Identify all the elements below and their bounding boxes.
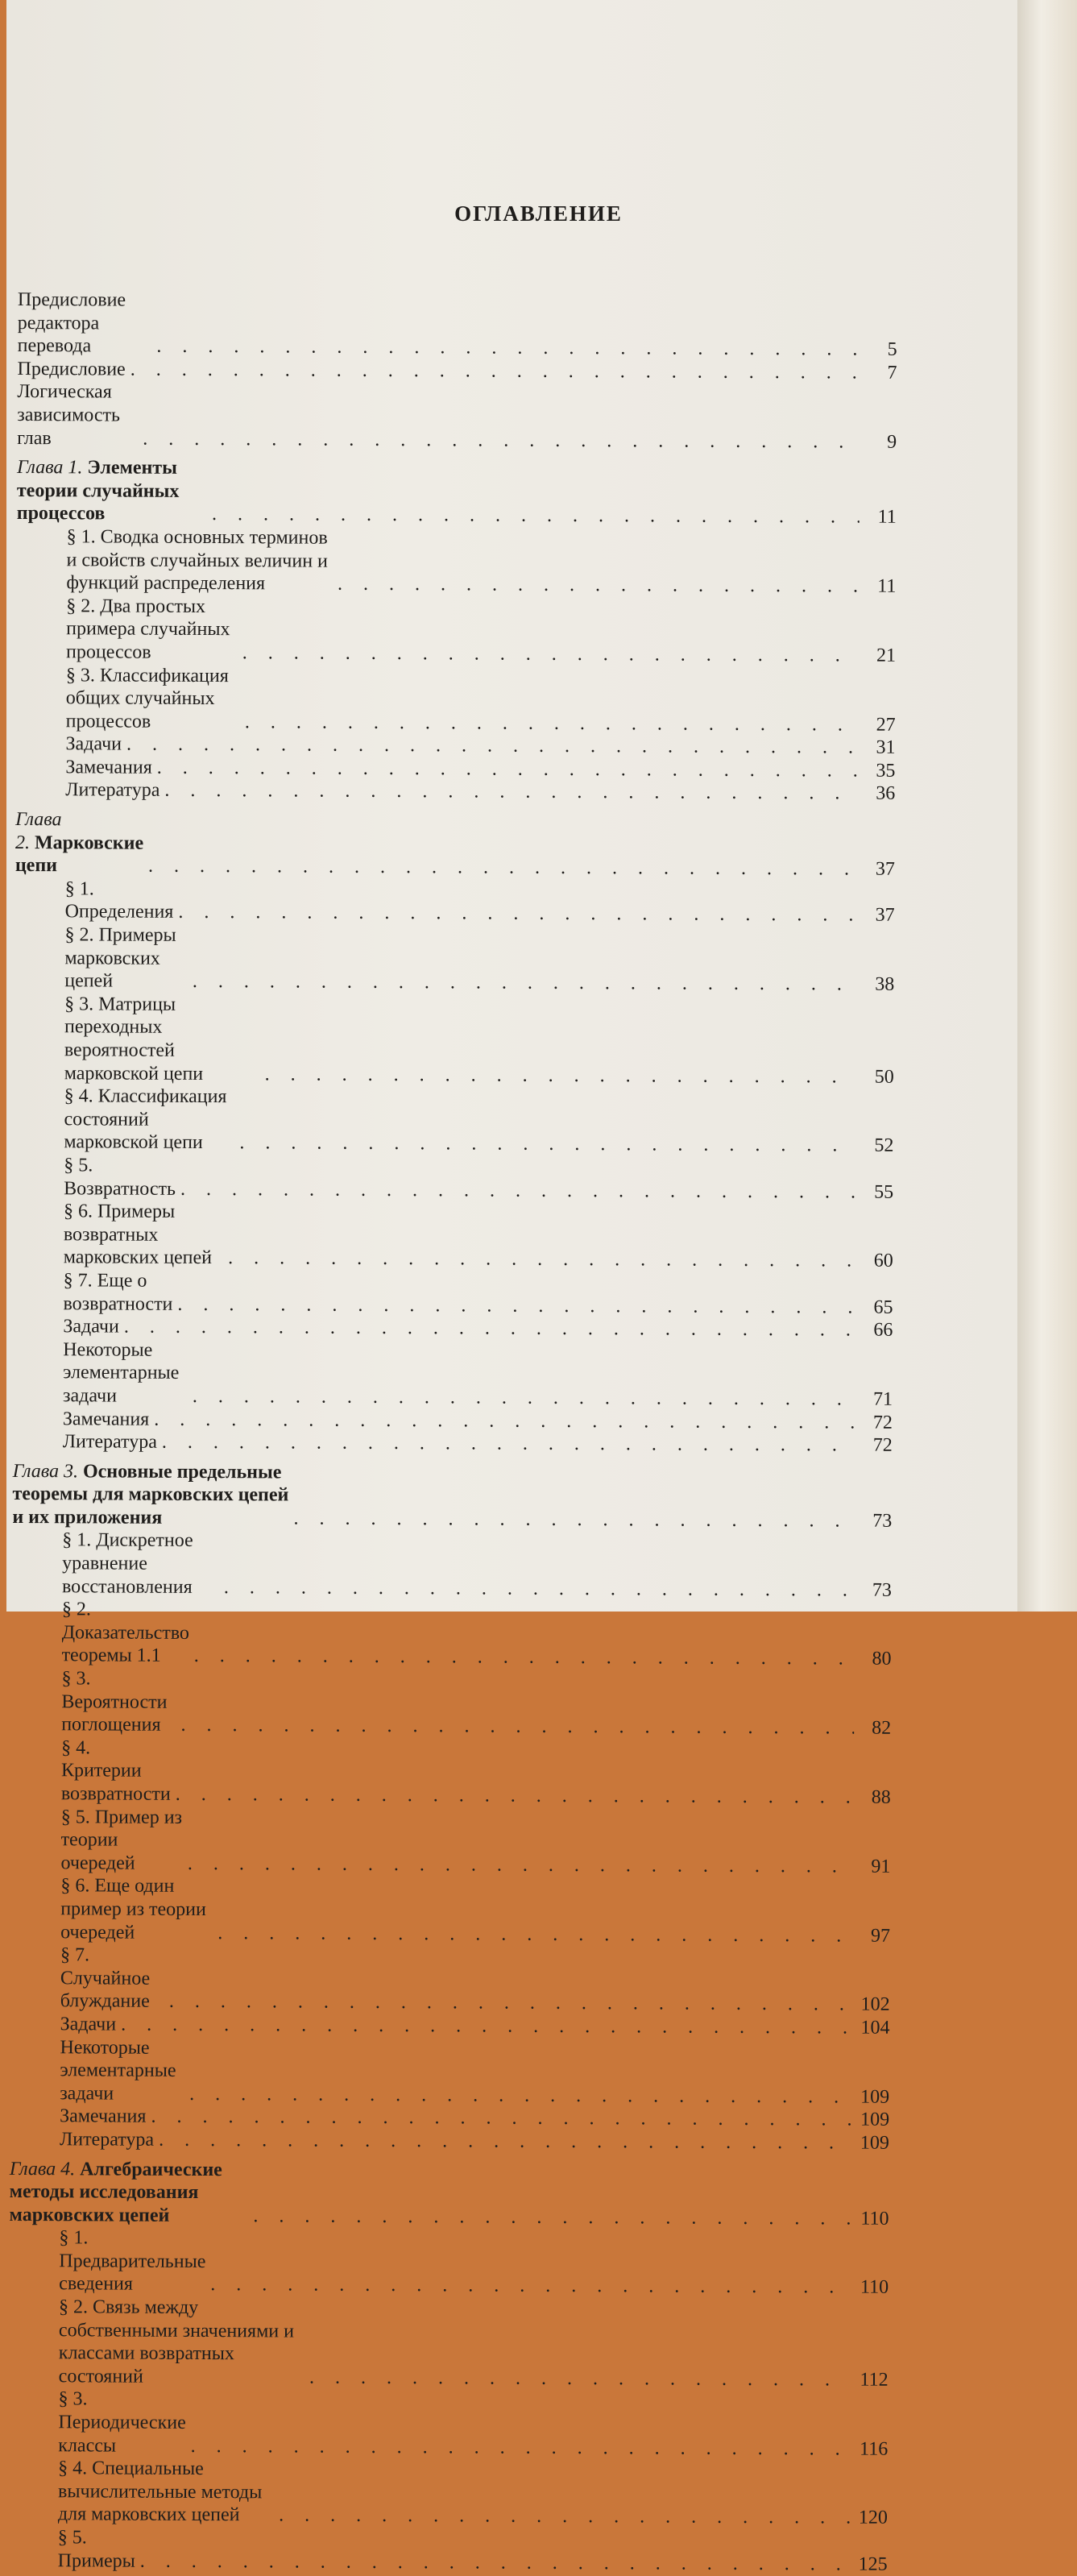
toc-entry	[8, 2387, 888, 2461]
toc-entry	[9, 2296, 889, 2391]
dot-leader	[193, 970, 857, 996]
dot-leader	[210, 2274, 851, 2300]
toc-entry	[14, 1154, 893, 1204]
toc-chapter	[15, 808, 895, 881]
toc-entry	[12, 1598, 892, 1671]
page-number: 109	[860, 2109, 890, 2131]
toc-entry-title: § 2. Примеры марковских цепей	[64, 924, 176, 992]
page-number: 91	[871, 1856, 891, 1877]
toc-entry-title: § 7. Случайное блуждание	[60, 1944, 151, 2013]
toc-entry-title: § 5. Примеры	[57, 2527, 135, 2572]
toc-chapter	[17, 456, 897, 529]
toc-entry-title: § 7. Еще о возвратности	[63, 1270, 173, 1315]
toc-entry-title: § 5. Пример из теории очередей	[60, 1806, 183, 1874]
toc-entry	[12, 1529, 892, 1602]
toc-entry-title: § 3. Вероятности поглощения	[61, 1668, 168, 1736]
dot-leader	[164, 779, 858, 805]
toc-entry-title: Литература	[62, 1431, 157, 1453]
dot-leader	[189, 2083, 852, 2109]
page-number: 88	[871, 1786, 891, 1808]
toc-entry-title: Задачи	[65, 733, 122, 755]
dot-leader	[193, 1385, 855, 1411]
toc-entry-title: § 2. Связь между собственными значениями и классами возвратных состояний	[58, 2296, 295, 2387]
toc-entry	[16, 595, 896, 668]
toc-entry-title: § 1. Определения	[64, 878, 174, 923]
toc-entry-title: § 2. Доказательство теоремы 1.1	[61, 1599, 189, 1667]
dot-leader	[178, 901, 857, 927]
toc-entry	[16, 663, 896, 736]
dot-leader	[156, 335, 860, 361]
toc-entry	[14, 923, 894, 997]
page-number: 60	[873, 1250, 893, 1272]
page-number: 11	[877, 575, 897, 597]
toc-entry	[18, 288, 897, 362]
dot-leader	[157, 757, 859, 782]
chapter-title: Элементы теории случайных процессов	[16, 457, 180, 525]
dot-leader	[159, 2129, 852, 2155]
toc-entry	[8, 2526, 888, 2576]
page-number: 37	[875, 905, 895, 927]
page-number: 109	[860, 2086, 890, 2108]
dot-leader	[191, 2435, 851, 2461]
page-number: 66	[873, 1319, 893, 1341]
toc-entry	[13, 1269, 893, 1319]
toc-entry	[17, 380, 897, 454]
page-number: 97	[871, 1925, 891, 1947]
toc-entry-title: § 4. Специальные вычислительные методы для марковских цепей	[57, 2458, 263, 2526]
toc-entry-title: § 6. Еще один пример из теории очередей	[60, 1875, 206, 1943]
dot-leader	[293, 1507, 855, 1533]
page-number: 110	[860, 2208, 889, 2230]
dot-leader	[162, 1431, 855, 1457]
toc-entry	[15, 877, 895, 927]
toc-chapter	[10, 2157, 889, 2230]
dot-leader	[124, 1316, 856, 1342]
dot-leader	[148, 855, 858, 881]
page-number: 110	[860, 2277, 889, 2299]
page-number: 7	[887, 362, 897, 384]
page-edge	[1017, 0, 1077, 1612]
page-number: 37	[875, 858, 895, 881]
page-number: 50	[874, 1066, 894, 1088]
page-number: 35	[876, 760, 896, 782]
dot-leader	[143, 427, 860, 453]
page-number: 82	[872, 1717, 892, 1739]
page-number: 80	[872, 1649, 892, 1670]
toc-entry-title: Задачи	[63, 1316, 119, 1338]
toc-entry-title: § 4. Критерии возвратности	[60, 1737, 171, 1805]
toc-entry-title: Замечания	[60, 2105, 147, 2128]
dot-leader	[169, 1990, 853, 2016]
dot-leader	[126, 733, 859, 760]
table-of-contents	[8, 288, 897, 2576]
chapter-label: Глава 1.	[16, 457, 83, 479]
page-number: 21	[876, 645, 897, 666]
toc-entry	[11, 1736, 891, 1810]
toc-entry-title: § 3. Классификация общих случайных процессов	[65, 664, 229, 732]
toc-entry	[10, 1806, 890, 1879]
dot-leader	[224, 1576, 855, 1602]
page-number: 104	[860, 2017, 890, 2039]
toc-entry	[14, 1085, 893, 1158]
toc-entry-title	[12, 1460, 289, 1530]
page-number: 73	[872, 1579, 893, 1601]
chapter-title: Алгебраические методы исследования марковских цепей	[9, 2158, 222, 2226]
toc-entry	[10, 1943, 890, 2017]
page-number: 102	[860, 1993, 890, 2016]
toc-entry	[14, 993, 894, 1089]
page-number: 120	[858, 2507, 888, 2529]
toc-entry	[18, 358, 897, 384]
dot-leader	[217, 1922, 853, 1948]
toc-entry-title: Замечания	[62, 1408, 150, 1430]
toc-entry	[13, 1430, 893, 1457]
dot-leader	[176, 1783, 854, 1809]
dot-leader	[140, 2549, 851, 2575]
page-number: 9	[887, 431, 897, 453]
dot-leader	[242, 641, 859, 667]
dot-leader	[130, 358, 860, 384]
toc-title: ОГЛАВЛЕНИЕ	[454, 201, 623, 226]
dot-leader	[154, 1408, 855, 1433]
toc-entry	[10, 2036, 889, 2109]
toc-entry-title: Некоторые элементарные задачи	[62, 1338, 180, 1407]
toc-entry-title: Литература	[65, 779, 160, 802]
dot-leader	[151, 2105, 852, 2131]
toc-entry	[16, 525, 896, 599]
toc-entry-title: § 2. Два простых примера случайных процессов	[65, 595, 230, 663]
dot-leader	[177, 1292, 855, 1318]
chapter-label: Глава 4.	[9, 2158, 76, 2180]
toc-entry-title: § 5. Возвратность	[64, 1155, 176, 1200]
page-number: 73	[872, 1510, 893, 1532]
toc-entry	[13, 1338, 893, 1412]
dot-leader	[180, 1177, 856, 1203]
dot-leader	[253, 2205, 851, 2230]
page-number: 36	[876, 783, 896, 805]
toc-entry-title: § 1. Сводка основных терминов и свойств случайных величин и функций распределения	[66, 526, 329, 595]
toc-entry-title: § 3. Периодические классы	[58, 2388, 186, 2457]
chapter-title: Марковские цепи	[14, 832, 144, 877]
page-number: 109	[860, 2132, 890, 2154]
chapter-label: Глава 2.	[14, 809, 62, 853]
toc-entry	[10, 1874, 890, 1948]
dot-leader	[279, 2504, 851, 2530]
page-number: 52	[874, 1135, 894, 1157]
toc-entry-title: Логическая зависимость глав	[17, 381, 121, 449]
toc-entry	[11, 1667, 891, 1740]
dot-leader	[338, 573, 859, 598]
toc-entry	[14, 1200, 893, 1273]
page-number: 5	[887, 338, 897, 360]
toc-chapter	[12, 1460, 892, 1533]
page-number: 55	[874, 1181, 894, 1203]
toc-entry-title: Замечания	[65, 757, 152, 778]
toc-entry	[8, 2457, 888, 2530]
dot-leader	[265, 1063, 857, 1089]
dot-leader	[228, 1247, 856, 1272]
toc-entry-title	[15, 808, 144, 877]
toc-entry-title	[17, 456, 208, 526]
chapter-label: Глава 3.	[12, 1460, 79, 1483]
page-number: 72	[872, 1412, 893, 1433]
toc-entry-title: § 4. Классификация состояний марковской цепи	[64, 1085, 227, 1154]
dot-leader	[309, 2366, 851, 2391]
dot-leader	[212, 503, 860, 529]
toc-entry-title: Некоторые элементарные задачи	[60, 2036, 176, 2105]
toc-entry-title: § 6. Примеры возвратных марковских цепей	[63, 1201, 213, 1269]
chapter-title: Основные предельные теоремы для марковских цепей и их приложения	[12, 1461, 289, 1529]
toc-entry-title: Предисловие	[17, 358, 126, 380]
page-number: 11	[877, 507, 897, 529]
toc-entry-title: § 1. Дискретное уравнение восстановления	[61, 1529, 193, 1598]
page-number: 65	[873, 1296, 893, 1318]
dot-leader	[194, 1645, 855, 1670]
toc-entry	[9, 2226, 889, 2300]
dot-leader	[121, 2014, 853, 2040]
toc-entry-title: § 1. Предварительные сведения	[59, 2227, 206, 2296]
toc-entry-title: Предисловие редактора перевода	[17, 289, 126, 357]
page-number: 125	[858, 2553, 888, 2575]
dot-leader	[188, 1852, 854, 1878]
page-number: 71	[872, 1388, 893, 1410]
toc-entry-title: Литература	[59, 2129, 155, 2151]
toc-entry	[10, 2128, 889, 2155]
page-number: 38	[875, 973, 895, 995]
page-number: 31	[876, 736, 896, 759]
dot-leader	[239, 1132, 856, 1158]
toc-entry-title: Задачи	[60, 2014, 117, 2035]
page-number: 112	[860, 2369, 889, 2391]
page-number: 27	[876, 714, 896, 736]
toc-entry-title	[10, 2157, 249, 2227]
toc-entry-title: § 3. Матрицы переходных вероятностей марковской цепи	[64, 993, 204, 1085]
dot-leader	[245, 711, 859, 736]
toc-entry	[15, 778, 895, 805]
dot-leader	[180, 1714, 854, 1740]
page-number: 116	[860, 2438, 889, 2460]
page-number: 72	[872, 1434, 893, 1456]
